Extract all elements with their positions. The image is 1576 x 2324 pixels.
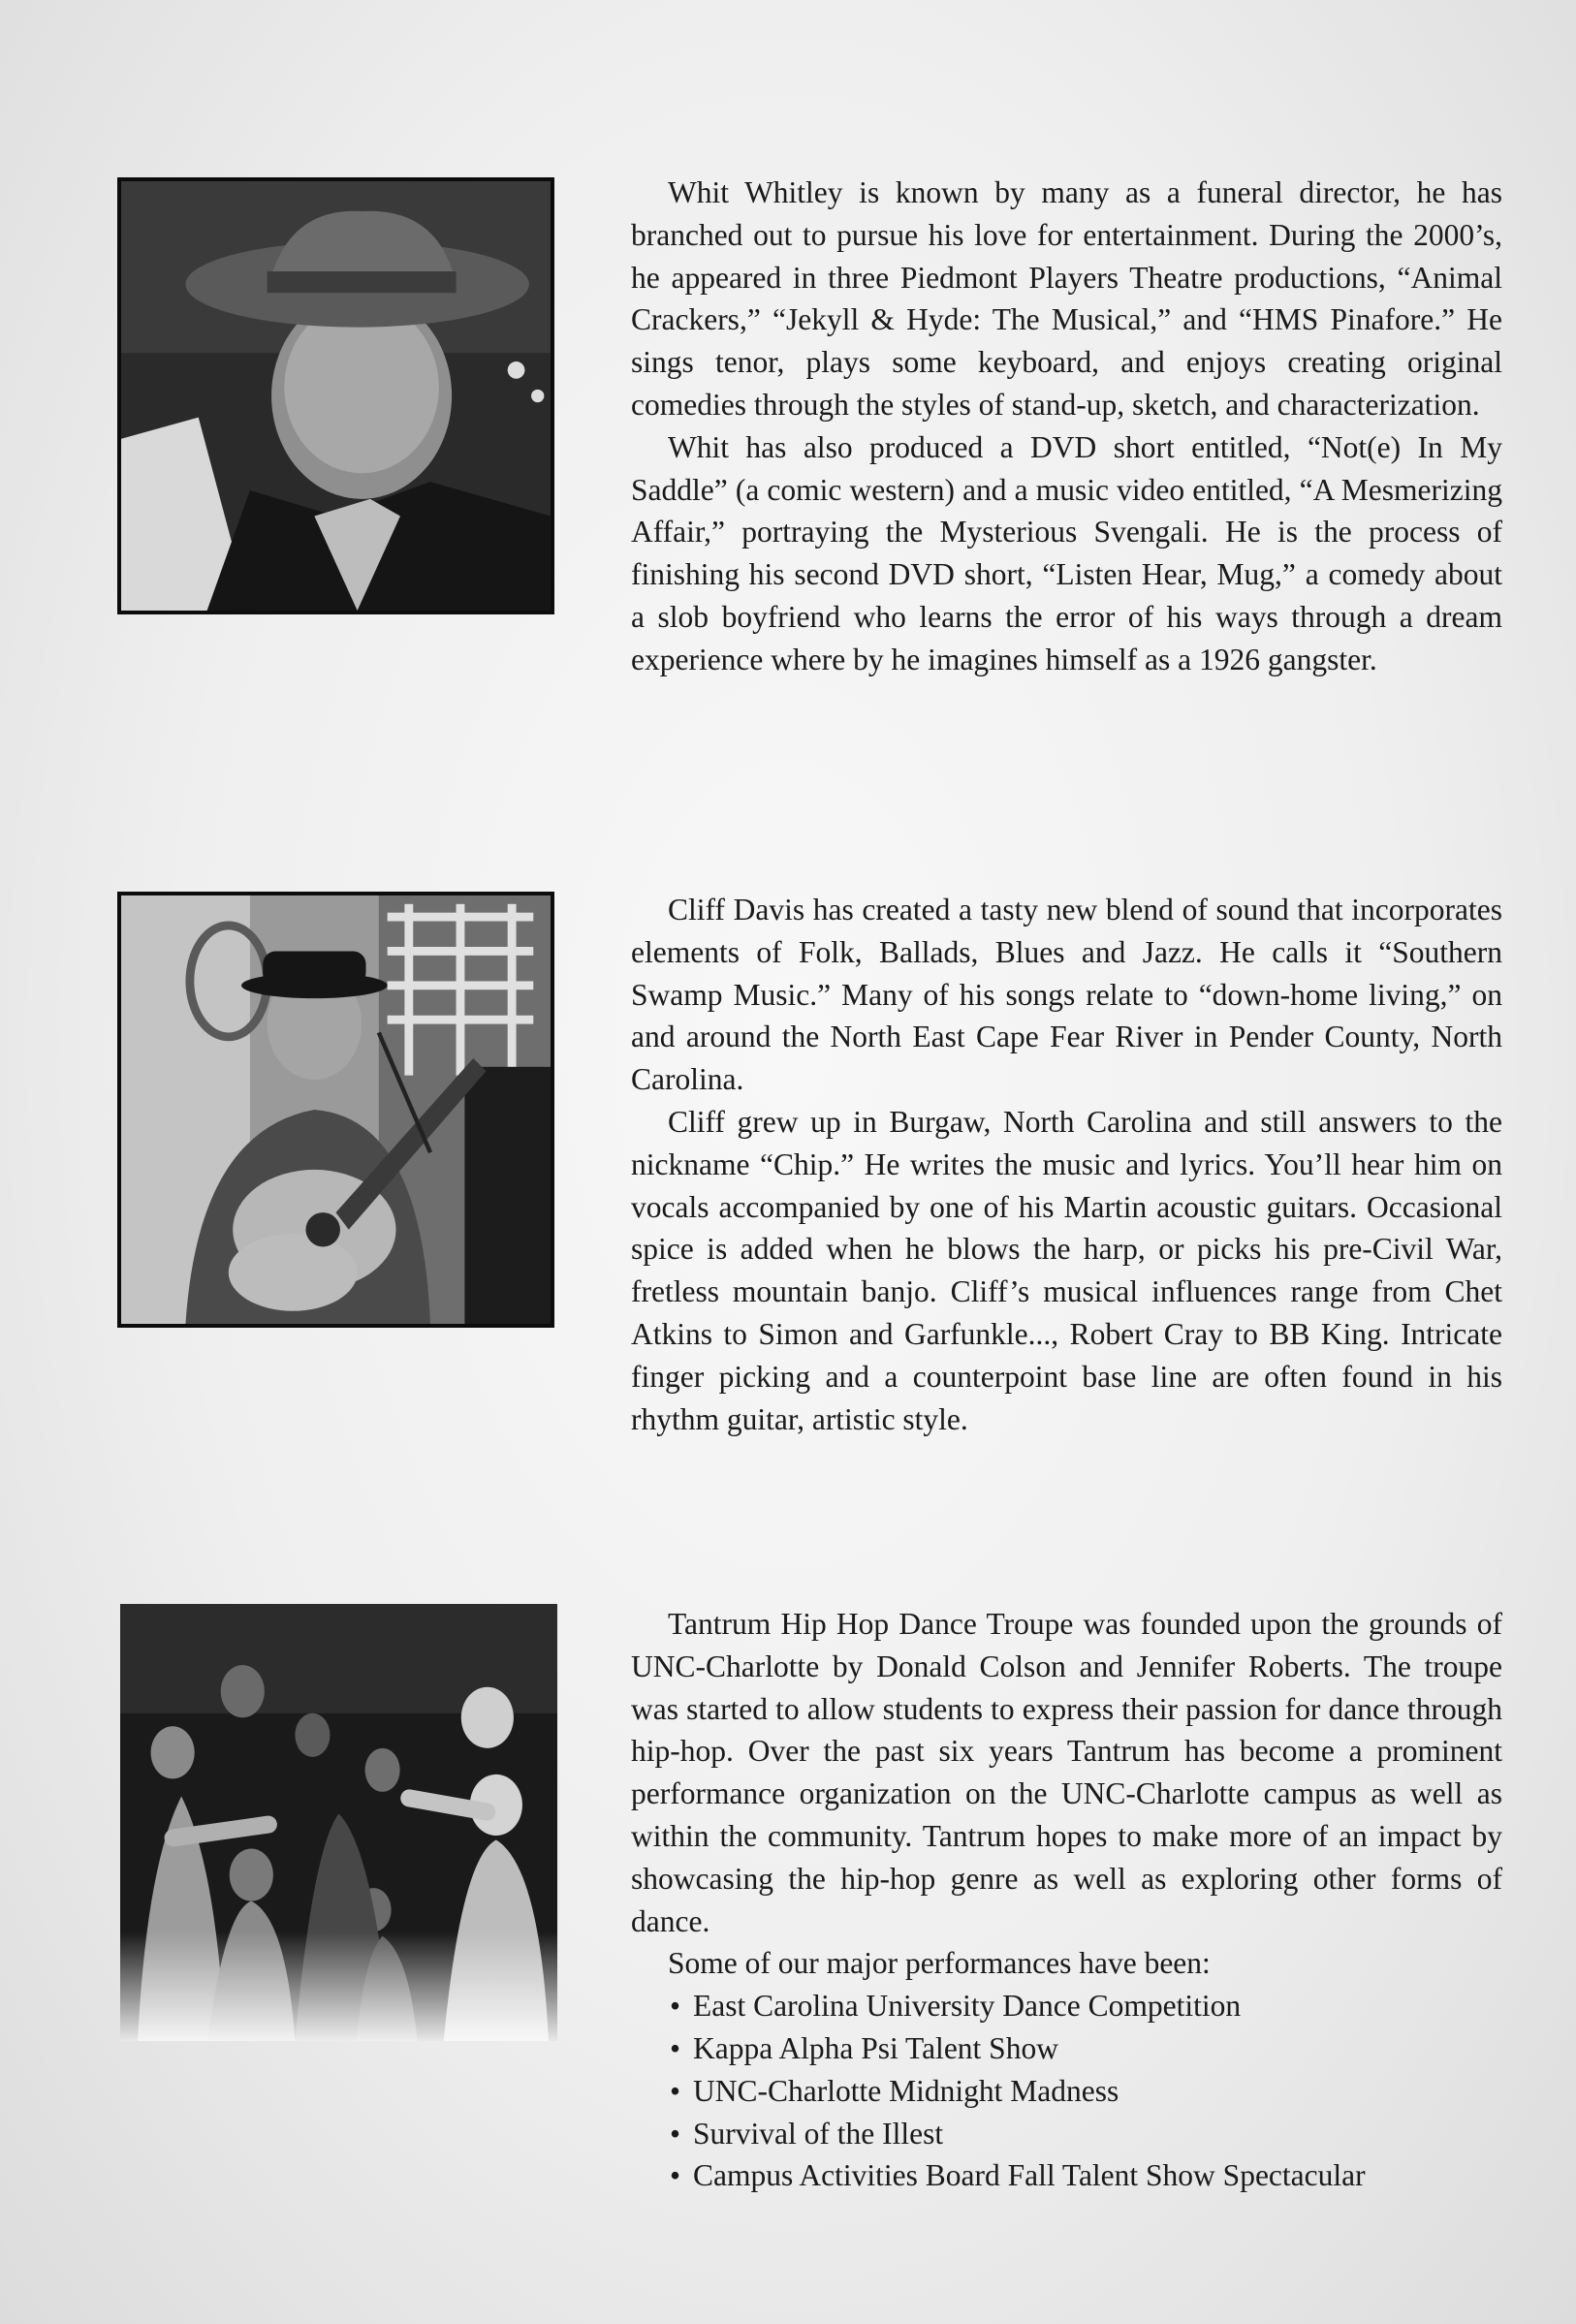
bullet-icon: • [670, 2073, 681, 2108]
portrait-man-in-fedora-image [121, 181, 551, 611]
bullet-icon: • [670, 2030, 681, 2065]
bio-cliff-davis [631, 889, 1502, 1440]
list-item [670, 2113, 1502, 2155]
performance-name: East Carolina University Dance Competition [693, 1989, 1242, 2024]
bullet-icon: • [670, 2158, 681, 2193]
portrait-guitarist-image [121, 895, 551, 1324]
list-item [670, 2154, 1502, 2197]
bio-tantrum-dance-troupe [631, 1603, 1502, 2197]
performance-name: Kappa Alpha Psi Talent Show [693, 2030, 1058, 2065]
bio-paragraph: Cliff grew up in Burgaw, North Carolina and still answers to the nickname “Chip.” He writes the music and lyrics. You’ll hear him on vocals accompanied by one of his Martin acoustic guitars. Occasional spice is added when he blows the harp, or picks his pre-Civil War, fretless mountain banjo. Cliff’s musical influences range from Chet Atkins to Simon and Garfunkle..., Robert Cray to BB King. Intricate finger picking and a counterpoint base line are often found in his rhythm guitar, artistic style. [631, 1104, 1502, 1436]
list-item [670, 2070, 1502, 2113]
photo-whit-whitley [117, 177, 554, 614]
performance-name: Campus Activities Board Fall Talent Show Spectacular [693, 2158, 1366, 2193]
bio-paragraph: Some of our major performances have been: [668, 1946, 1211, 1981]
list-item [670, 1985, 1502, 2027]
bio-paragraph: Cliff Davis has created a tasty new blend of sound that incorporates elements of Folk, Ballads, Blues and Jazz. He calls it “Southern Swamp Music.” Many of his songs relate to “down-home living,” on and around the North East Cape Fear River in Pender County, North Carolina. [631, 893, 1502, 1097]
photo-tantrum-dance-troupe [120, 1604, 557, 2041]
bullet-icon: • [670, 1989, 681, 2024]
bullet-icon: • [670, 2116, 681, 2151]
performance-name: UNC-Charlotte Midnight Madness [693, 2073, 1119, 2108]
list-item [670, 2027, 1502, 2070]
photo-cliff-davis [117, 892, 554, 1328]
performances-list [631, 1985, 1502, 2197]
group-dancers-image [120, 1604, 557, 2041]
performance-name: Survival of the Illest [693, 2116, 944, 2151]
bio-paragraph: Tantrum Hip Hop Dance Troupe was founded upon the grounds of UNC-Charlotte by Donald Colson and Jennifer Roberts. The troupe was started to allow students to express their passion for dance through hip-hop. Over the past six years Tantrum has become a prominent performance organization on the UNC-Charlotte campus as well as within the community. Tantrum hopes to make more of an impact by showcasing the hip-hop genre as well as exploring other forms of dance. [631, 1607, 1502, 1938]
bio-paragraph: Whit has also produced a DVD short entitled, “Not(e) In My Saddle” (a comic western) and a music video entitled, “A Mesmerizing Affair,” portraying the Mysterious Svengali. He is the process of finishing his second DVD short, “Listen Hear, Mug,” a comedy about a slob boyfriend who learns the error of his ways through a dream experience where by he imagines himself as a 1926 gangster. [631, 429, 1502, 676]
bio-paragraph: Whit Whitley is known by many as a funeral director, he has branched out to pursue his love for entertainment. During the 2000’s, he appeared in three Piedmont Players Theatre productions, “Animal Crackers,” “Jekyll & Hyde: The Musical,” and “HMS Pinafore.” He sings tenor, plays some keyboard, and enjoys creating original comedies through the styles of stand-up, sketch, and characterization. [631, 175, 1502, 422]
bio-whit-whitley [631, 172, 1502, 681]
